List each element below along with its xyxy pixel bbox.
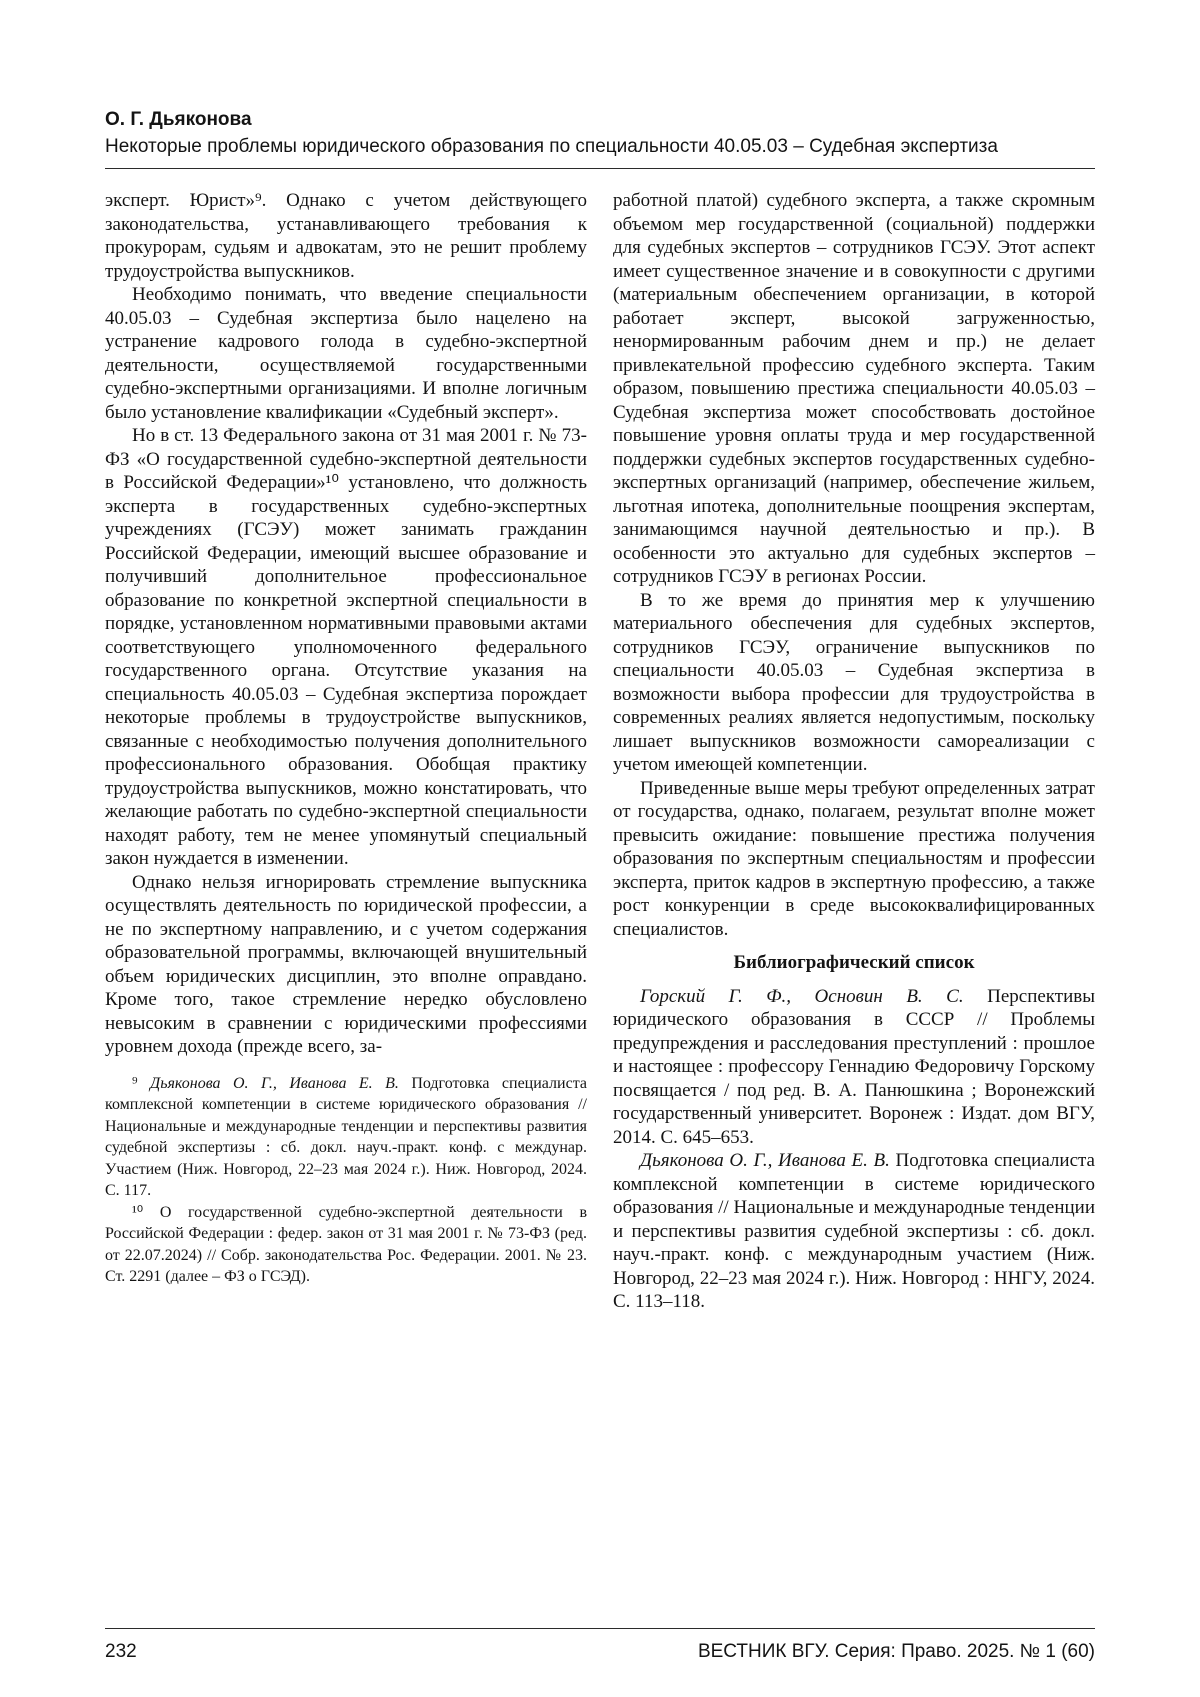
- footnote-text: Подготовка специалиста комплексной компетенции в системе юридического образования // Национальные и международные тенденции и перспективы развития судебной экспертизы : сб. докл. науч.-практ. конф. с междунар. Участием (Ниж. Новгород, 22–23 мая 2024 г.). Ниж. Новгород, 2024. С. 117.: [105, 1074, 587, 1199]
- footnote-marker: ¹⁰: [132, 1203, 144, 1221]
- paragraph: В то же время до принятия мер к улучшению материального обеспечения для судебных экспертов, сотрудников ГСЭУ, ограничение выпускников по специальности 40.05.03 – Судебная экспертиза в возможности выбора профессии для трудоустройства в современных реалиях является недопустимым, поскольку лишает выпускников возможности самореализации с учетом имеющей компетенции.: [613, 589, 1095, 775]
- bibliography-entry: [613, 1149, 1095, 1314]
- page-footer: [105, 1628, 1095, 1663]
- footnote-marker: ⁹: [132, 1074, 138, 1092]
- bibliography-heading: Библиографический список: [733, 952, 975, 973]
- left-column: [105, 189, 587, 1314]
- page-header-article-title: Некоторые проблемы юридического образования по специальности 40.05.03 – Судебная экспертиза: [105, 136, 998, 157]
- bib-entry-authors: Горский Г. Ф., Основин В. С.: [640, 985, 964, 1007]
- two-column-body: [105, 189, 1095, 1314]
- paragraph: Необходимо понимать, что введение специальности 40.05.03 – Судебная экспертиза было нацелено на устранение кадрового голода в судебно-экспертной деятельности, осуществляемой государственными судебно-экспертными организациями. И вполне логичным было установление квалификации «Судебный эксперт».: [105, 284, 587, 423]
- bib-entry-authors: Дьяконова О. Г., Иванова Е. В.: [640, 1150, 890, 1171]
- right-column: [613, 189, 1095, 1314]
- footnote-authors: Дьяконова О. Г., Иванова Е. В.: [137, 1074, 399, 1092]
- bib-entry-text: Подготовка специалиста комплексной компетенции в системе юридического образования // Национальные и международные тенденции и перспективы развития судебной экспертизы : сб. докл. науч.-практ. конф. с международным участием (Ниж. Новгород, 22–23 мая 2024 г.). Ниж. Новгород : ННГУ, 2024. С. 113–118.: [613, 1150, 1095, 1312]
- paragraph: Приведенные выше меры требуют определенных затрат от государства, однако, полагаем, результат вполне может превысить ожидание: повышение престижа получения образования по экспертным специальностям и профессии эксперта, приток кадров в экспертную профессию, а также рост конкуренции в среде высококвалифицированных специалистов.: [613, 777, 1095, 940]
- page-header-author: О. Г. Дьяконова: [105, 109, 252, 130]
- paragraph: работной платой) судебного эксперта, а также скромным объемом мер государственной (социальной) поддержки для судебных экспертов – сотрудников ГСЭУ. Этот аспект имеет существенное значение и в совокупности с другими (материальным обеспечением организации, в которой работает эксперт, высокой загруженностью, ненормированным рабочим днем и пр.) не делает привлекательной профессию судебного эксперта. Таким образом, повышению престижа специальности 40.05.03 – Судебная экспертиза может способствовать достойное повышение уровня оплаты труда и мер государственной поддержки судебных экспертов государственных судебно-экспертных организаций (например, обеспечение жильем, льготная ипотека, дополнительные поощрения экспертам, занимающимся научной деятельностью и пр.). В особенности это актуально для судебных экспертов – сотрудников ГСЭУ в регионах России.: [613, 190, 1095, 587]
- footnote-text: О государственной судебно-экспертной деятельности в Российской Федерации : федер. закон от 31 мая 2001 г. № 73-ФЗ (ред. от 22.07.2024) // Собр. законодательства Рос. Федерации. 2001. № 23. Ст. 2291 (далее – ФЗ о ГСЭД).: [105, 1203, 587, 1285]
- bibliography-entry: [613, 985, 1095, 1150]
- page-number: 232: [105, 1641, 137, 1662]
- paragraph: эксперт. Юрист»⁹. Однако с учетом действующего законодательства, устанавливающего требования к прокурорам, судьям и адвокатам, это не решит проблему трудоустройства выпускников.: [105, 190, 587, 282]
- footnote: [105, 1202, 587, 1288]
- running-head: [105, 106, 1095, 169]
- bib-entry-text: Перспективы юридического образования в СССР // Проблемы предупреждения и расследования преступлений : прошлое и настоящее : профессору Геннадию Федоровичу Горскому посвящается / под ред. В. А. Панюшкина ; Воронежский государственный университет. Воронеж : Издат. дом ВГУ, 2014. С. 645–653.: [613, 985, 1095, 1148]
- footnotes-block: [105, 1073, 587, 1288]
- paragraph: Однако нельзя игнорировать стремление выпускника осуществлять деятельность по юридической профессии, а не по экспертному направлению, и с учетом содержания образовательной программы, включающей внушительный объем юридических дисциплин, это вполне оправдано. Кроме того, такое стремление нередко обусловлено невысоким в сравнении с юридическими профессиями уровнем дохода (прежде всего, за-: [105, 871, 587, 1057]
- footnote: [105, 1073, 587, 1202]
- paragraph: Но в ст. 13 Федерального закона от 31 мая 2001 г. № 73-ФЗ «О государственной судебно-экспертной деятельности в Российской Федерации»¹⁰ установлено, что должность эксперта в государственных судебно-экспертных учреждениях (ГСЭУ) может занимать гражданин Российской Федерации, имеющий высшее образование и получивший дополнительное профессиональное образование по конкретной экспертной специальности в порядке, установленном нормативными правовыми актами соответствующего уполномоченного федерального государственного органа. Отсутствие указания на специальность 40.05.03 – Судебная экспертиза порождает некоторые проблемы в трудоустройстве выпускников, связанные с необходимостью получения дополнительного профессионального образования. Обобщая практику трудоустройства выпускников, можно констатировать, что желающие работать по судебно-экспертной специальности находят работу, тем не менее упомянутый специальный закон нуждается в изменении.: [105, 425, 587, 869]
- journal-reference: ВЕСТНИК ВГУ. Серия: Право. 2025. № 1 (60): [697, 1641, 1095, 1662]
